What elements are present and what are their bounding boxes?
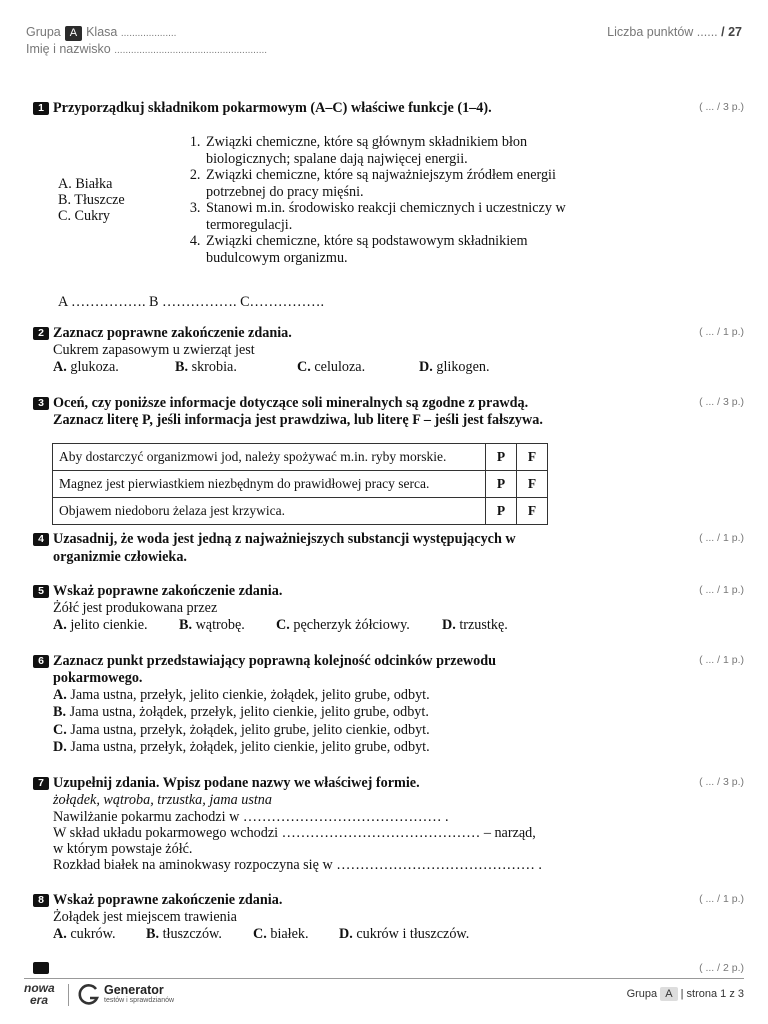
question-number-1: 1 [33,102,49,115]
q1-functions-list [186,134,576,266]
question-number-9 [33,962,49,974]
generator-g-icon [78,983,100,1007]
q8-option-b[interactable]: B. tłuszczów. [146,926,222,942]
points-label: Liczba punktów ...... [607,25,718,39]
q5-option-c[interactable]: C. pęcherzyk żółciowy. [276,617,410,633]
statement-cell: Magnez jest pierwiastkiem niezbędnym do prawidłowej pracy serca. [53,471,486,498]
q5-option-b[interactable]: B. wątrobę. [179,617,245,633]
question-number-2: 2 [33,327,49,340]
class-field[interactable]: .................... [120,28,177,39]
question-title-3-line1: Oceń, czy poniższe informacje dotyczące soli mineralnych są zgodne z prawdą. [53,395,529,411]
q8-option-c[interactable]: C. białek. [253,926,309,942]
q2-option-b[interactable]: B. skrobia. [175,359,237,375]
question-title-7: Uzupełnij zdania. Wpisz podane nazwy we właściwej formie. [53,775,420,791]
table-row [53,471,548,498]
true-false-table [52,443,548,525]
q5-option-d[interactable]: D. trzustkę. [442,617,508,633]
points-total: / 27 [721,25,742,39]
footer-divider [24,978,744,979]
true-option[interactable]: P [486,498,517,525]
q5-option-a[interactable]: A. jelito cienkie. [53,617,148,633]
generator-subtitle: testów i sprawdzianów [104,997,175,1004]
true-option[interactable]: P [486,444,517,471]
header-group-line [26,25,176,41]
question-title-5: Wskaż poprawne zakończenie zdania. [53,583,283,599]
question-title-1: Przyporządkuj składnikom pokarmowym (A–C) właściwe funkcje (1–4). [53,100,492,116]
question-title-4-line1: Uzasadnij, że woda jest jedną z najważniejszych substancji występujących w [53,531,516,547]
false-option[interactable]: F [517,471,548,498]
class-label: Klasa [86,25,118,39]
false-option[interactable]: F [517,498,548,525]
statement-cell: Aby dostarczyć organizmowi jod, należy spożywać m.in. ryby morskie. [53,444,486,471]
footer-group-label: Grupa [626,988,658,1000]
question-title-6-line2: pokarmowego. [53,670,143,686]
q7-sentence-3[interactable]: Rozkład białek na aminokwasy rozpoczyna się w …………………………………… . [53,857,542,873]
table-row [53,444,548,471]
header-name-line [26,42,267,56]
question-points-7: ( ... / 3 p.) [699,776,744,788]
q1-function-2: 2. Związki chemiczne, które są najważniejszym źródłem energii potrzebnej do pracy mięśni. [204,167,576,200]
q8-option-d[interactable]: D. cukrów i tłuszczów. [339,926,470,942]
q7-word-bank: żołądek, wątroba, trzustka, jama ustna [53,792,272,808]
question-points-1: ( ... / 3 p.) [699,101,744,113]
question-number-4: 4 [33,533,49,546]
question-number-5: 5 [33,585,49,598]
q1-function-1: 1. Związki chemiczne, które są głównym składnikiem błon biologicznych; spalane dają najwięcej energii. [204,134,576,167]
question-points-3: ( ... / 3 p.) [699,396,744,408]
q2-option-c[interactable]: C. celuloza. [297,359,366,375]
q8-option-a[interactable]: A. cukrów. [53,926,116,942]
q7-sentence-2[interactable]: W skład układu pokarmowego wchodzi …………………………………… – narząd, [53,825,536,841]
question-title-4-line2: organizmie człowieka. [53,549,187,565]
footer-logo-separator [68,984,69,1006]
question-number-8: 8 [33,894,49,907]
nowa-era-logo: nowa era [24,981,55,1007]
q1-answer-line[interactable]: A ……………. B ……………. C……………. [58,294,325,310]
question-points-6: ( ... / 1 p.) [699,654,744,666]
q6-option-d[interactable]: D. Jama ustna, przełyk, żołądek, jelito cienkie, jelito grube, odbyt. [53,739,430,755]
table-row [53,498,548,525]
statement-cell: Objawem niedoboru żelaza jest krzywica. [53,498,486,525]
q1-function-3: 3. Stanowi m.in. środowisko reakcji chemicznych i uczestniczy w termoregulacji. [204,200,576,233]
question-points-5: ( ... / 1 p.) [699,584,744,596]
name-field[interactable]: ....................................................... [114,45,268,56]
generator-logo [78,983,100,1012]
question-title-8: Wskaż poprawne zakończenie zdania. [53,892,283,908]
question-title-2: Zaznacz poprawne zakończenie zdania. [53,325,292,341]
false-option[interactable]: F [517,444,548,471]
q7-sentence-2-cont: w którym powstaje żółć. [53,841,193,857]
question-number-3: 3 [33,397,49,410]
generator-title: Generator [104,983,164,997]
footer-page-number: | strona 1 z 3 [680,988,744,1000]
question-title-3-line2: Zaznacz literę P, jeśli informacja jest prawdziwa, lub literę F – jeśli jest fałszywa. [53,412,543,428]
footer-page-info [627,987,744,1001]
q6-option-b[interactable]: B. Jama ustna, żołądek, przełyk, jelito cienkie, jelito grube, odbyt. [53,704,429,720]
q6-option-c[interactable]: C. Jama ustna, przełyk, żołądek, jelito grube, jelito cienkie, odbyt. [53,722,430,738]
q2-stem: Cukrem zapasowym u zwierząt jest [53,342,255,358]
header-points [607,25,742,39]
q1-item-b: B. Tłuszcze [58,192,125,208]
q1-function-4: 4. Związki chemiczne, które są podstawowym składnikiem budulcowym organizmu. [204,233,576,266]
question-points-4: ( ... / 1 p.) [699,532,744,544]
question-points-8: ( ... / 1 p.) [699,893,744,905]
q7-sentence-1[interactable]: Nawilżanie pokarmu zachodzi w …………………………………… . [53,809,449,825]
q2-option-d[interactable]: D. glikogen. [419,359,490,375]
question-number-6: 6 [33,655,49,668]
true-option[interactable]: P [486,471,517,498]
q5-stem: Żółć jest produkowana przez [53,600,218,616]
q2-option-a[interactable]: A. glukoza. [53,359,119,375]
q1-item-a: A. Białka [58,176,113,192]
group-label: Grupa [26,25,61,39]
footer-group-badge: A [660,987,677,1001]
question-points-9: ( ... / 2 p.) [699,962,744,974]
group-badge: A [65,26,82,41]
q1-item-c: C. Cukry [58,208,111,224]
question-number-7: 7 [33,777,49,790]
q8-stem: Żołądek jest miejscem trawienia [53,909,237,925]
q6-option-a[interactable]: A. Jama ustna, przełyk, jelito cienkie, żołądek, jelito grube, odbyt. [53,687,430,703]
question-points-2: ( ... / 1 p.) [699,326,744,338]
question-title-6-line1: Zaznacz punkt przedstawiający poprawną kolejność odcinków przewodu [53,653,496,669]
name-label: Imię i nazwisko [26,42,111,56]
